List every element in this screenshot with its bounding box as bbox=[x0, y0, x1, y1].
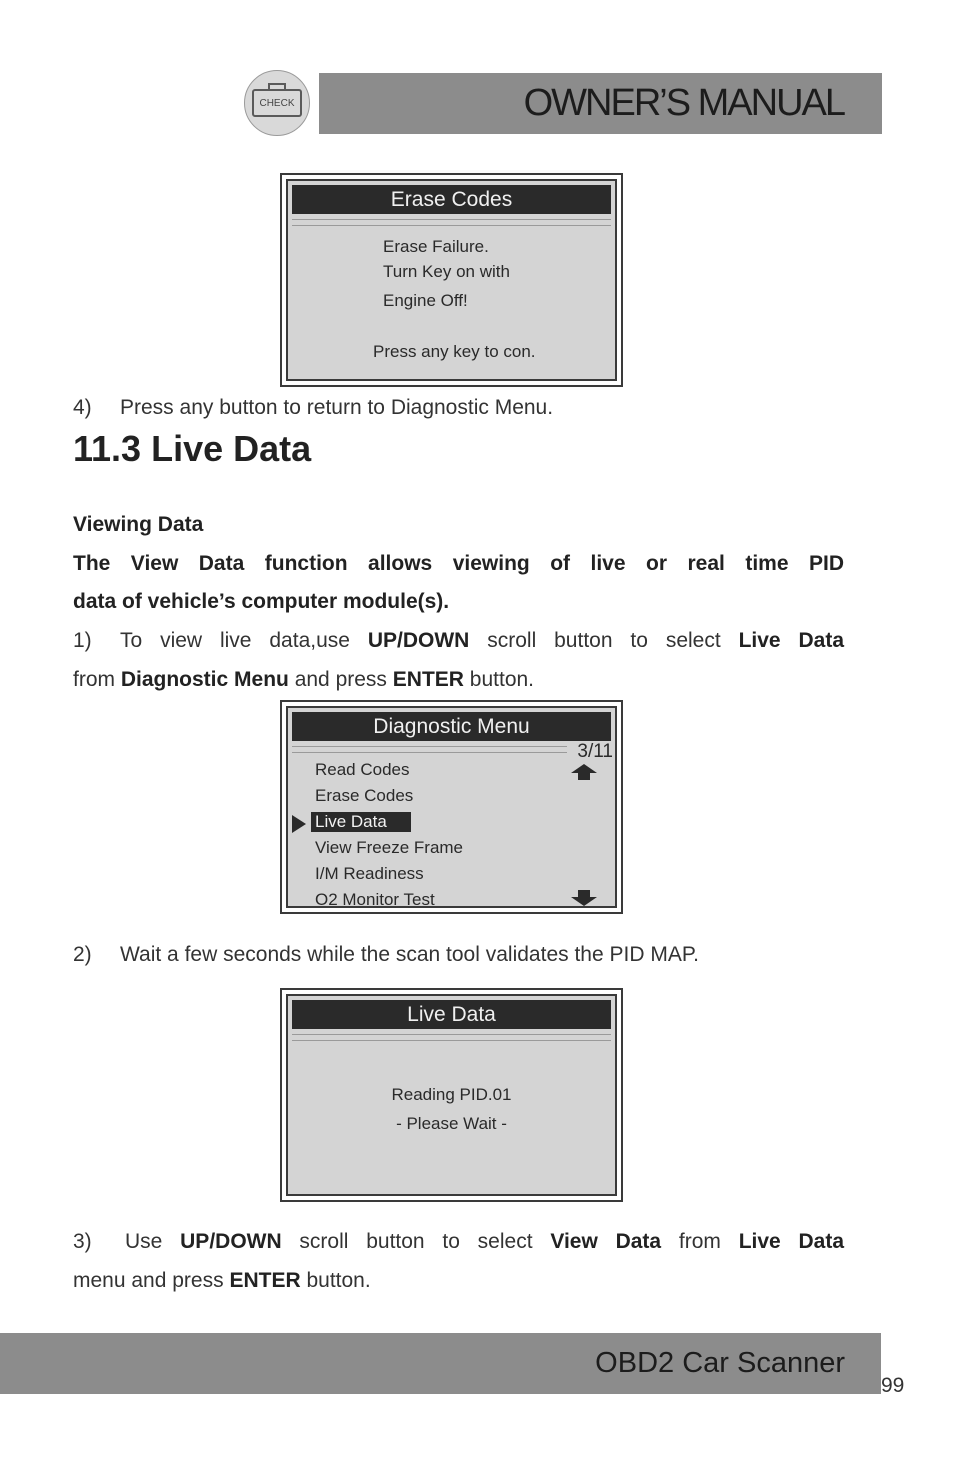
screen-footer: Press any key to con. bbox=[373, 342, 536, 361]
screen-title: Erase Codes bbox=[292, 185, 611, 214]
step-text: from bbox=[661, 1230, 739, 1253]
step-text: Wait a few seconds while the scan tool validates the PID MAP. bbox=[120, 943, 699, 966]
step-text: button. bbox=[463, 668, 535, 691]
header-title: OWNER’S MANUAL bbox=[523, 82, 844, 124]
menu-item-live-data[interactable]: Live Data bbox=[311, 812, 411, 832]
screen-line: - Please Wait - bbox=[396, 1114, 507, 1133]
step-4 bbox=[73, 388, 844, 427]
step-text: and press bbox=[288, 668, 393, 691]
step-text: scroll button to select bbox=[469, 629, 739, 652]
keyword: Live Data bbox=[738, 629, 845, 652]
screen-line: Erase Failure. bbox=[383, 237, 489, 256]
step-text: Press any button to return to Diagnostic Menu. bbox=[120, 396, 554, 419]
menu-item-erase-codes[interactable]: Erase Codes bbox=[315, 786, 414, 805]
keyword: View Data bbox=[550, 1230, 662, 1253]
check-engine-logo bbox=[244, 70, 310, 136]
step-number: 3) bbox=[73, 1230, 92, 1253]
subheading: Viewing Data bbox=[73, 513, 204, 536]
page-number: 99 bbox=[881, 1374, 905, 1397]
keyword: UP/DOWN bbox=[180, 1230, 282, 1253]
screen-separator bbox=[292, 746, 567, 753]
menu-item-read-codes[interactable]: Read Codes bbox=[315, 760, 410, 779]
selection-arrow-icon bbox=[292, 815, 306, 833]
footer-title: OBD2 Car Scanner bbox=[595, 1347, 845, 1379]
header-bar bbox=[319, 73, 882, 134]
screen-separator bbox=[292, 219, 611, 226]
step-text: button. bbox=[300, 1269, 371, 1292]
step-number: 1) bbox=[73, 629, 92, 652]
section-title: 11.3 Live Data bbox=[73, 428, 312, 469]
screen-line: Reading PID.01 bbox=[391, 1085, 512, 1104]
scroll-up-icon bbox=[571, 764, 597, 780]
keyword: Diagnostic Menu bbox=[120, 668, 289, 691]
step-text: To view live data,use bbox=[120, 629, 368, 652]
erase-codes-screen bbox=[280, 173, 623, 387]
menu-item-o2-monitor-test[interactable]: O2 Monitor Test bbox=[315, 890, 435, 909]
step-2 bbox=[73, 935, 844, 974]
page-indicator: 3/11 bbox=[577, 741, 613, 762]
keyword: ENTER bbox=[229, 1269, 301, 1292]
keyword: UP/DOWN bbox=[367, 629, 470, 652]
logo-text: CHECK bbox=[259, 97, 295, 109]
step-text: scroll button to select bbox=[281, 1230, 551, 1253]
step-text: from bbox=[73, 668, 121, 691]
step-text: menu and press bbox=[73, 1269, 230, 1292]
step-text: Use bbox=[125, 1230, 181, 1253]
menu-item-im-readiness[interactable]: I/M Readiness bbox=[315, 864, 424, 883]
intro-line-1: The View Data function allows viewing of live or real time PID bbox=[73, 552, 844, 575]
step-1-line-1 bbox=[73, 621, 844, 660]
step-1-line-2 bbox=[73, 660, 844, 699]
step-number: 4) bbox=[73, 396, 92, 419]
scroll-down-icon bbox=[571, 890, 597, 906]
engine-icon bbox=[252, 89, 302, 117]
screen-line: Turn Key on with bbox=[383, 262, 510, 281]
screen-separator bbox=[292, 1034, 611, 1041]
keyword: Live Data bbox=[738, 1230, 845, 1253]
menu-item-view-freeze-frame[interactable]: View Freeze Frame bbox=[315, 838, 464, 857]
keyword: ENTER bbox=[392, 668, 464, 691]
step-3-line-1 bbox=[73, 1222, 844, 1261]
live-data-screen bbox=[280, 988, 623, 1202]
intro-line-2: data of vehicle’s computer module(s). bbox=[73, 590, 450, 613]
footer-bar bbox=[0, 1333, 881, 1394]
diagnostic-menu-screen bbox=[280, 700, 623, 914]
screen-title: Diagnostic Menu bbox=[292, 712, 611, 741]
screen-line: Engine Off! bbox=[383, 291, 468, 310]
step-number: 2) bbox=[73, 943, 92, 966]
screen-title: Live Data bbox=[292, 1000, 611, 1029]
step-3-line-2 bbox=[73, 1261, 844, 1300]
